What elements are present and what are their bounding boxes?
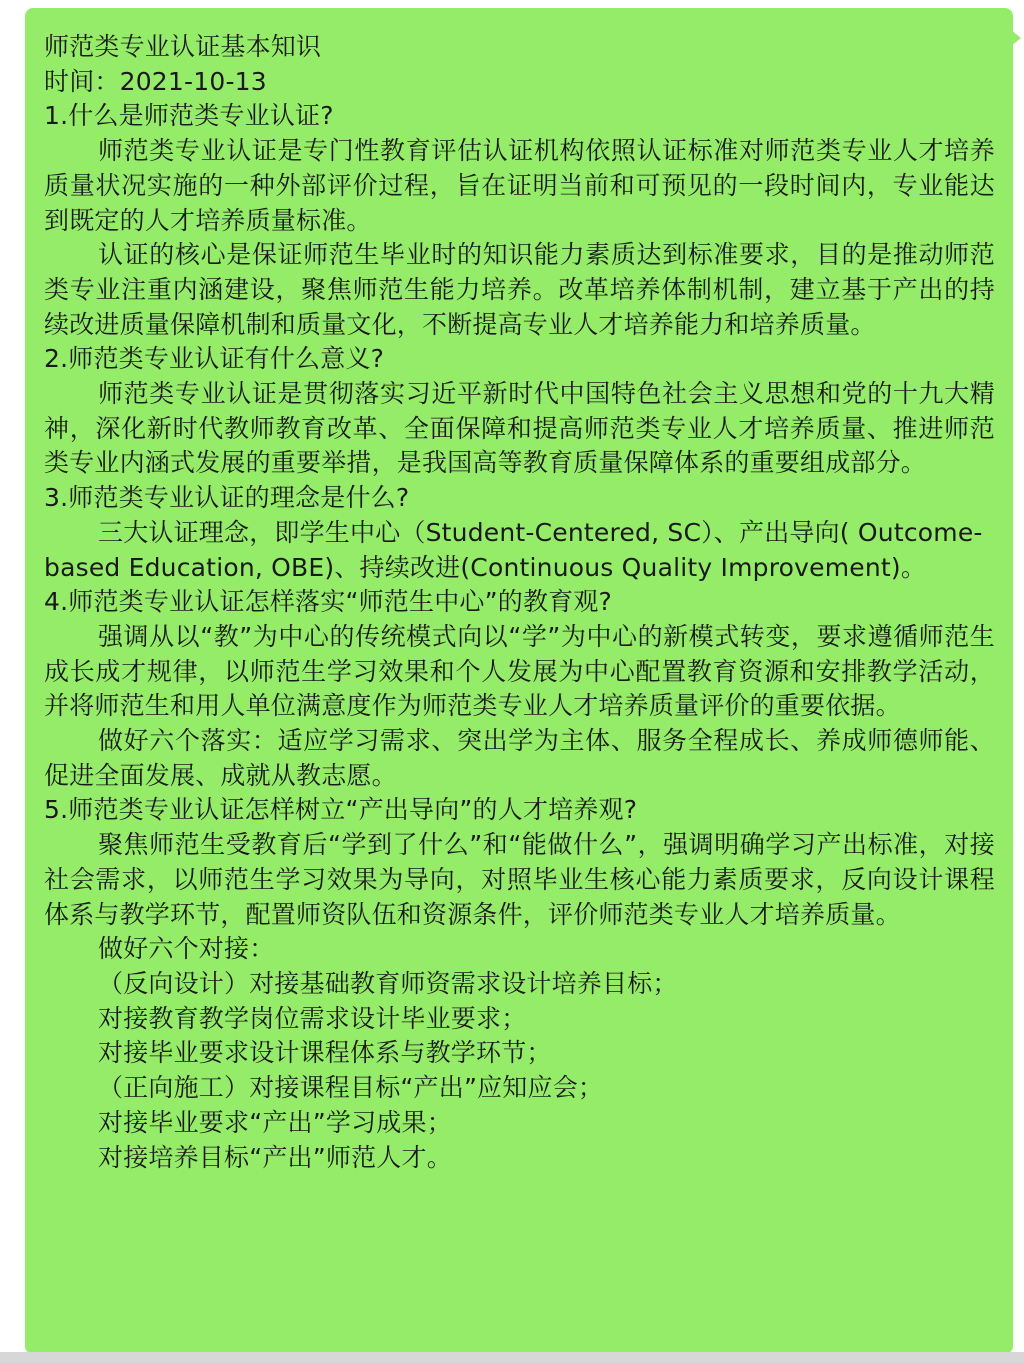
answer-paragraph-2: 师范类专业认证是贯彻落实习近平新时代中国特色社会主义思想和党的十九大精神，深化新时代教师教育改革、全面保障和提高师范类专业人才培养质量、推进师范类专业内涵式发展的重要举措，是我国高等教育质量保障体系的重要组成部分。 xyxy=(44,379,995,478)
list-item-2: 对接教育教学岗位需求设计毕业要求； xyxy=(98,1003,527,1033)
list-item-6: 对接培养目标“产出”师范人才。 xyxy=(98,1142,452,1172)
list-item-3: 对接毕业要求设计课程体系与教学环节； xyxy=(98,1038,552,1068)
answer-paragraph-4b: 做好六个落实：适应学习需求、突出学为主体、服务全程成长、养成师德师能、促进全面发展、成就从教志愿。 xyxy=(44,726,995,790)
bottom-divider xyxy=(0,1352,1024,1363)
question-heading-4: 4.师范类专业认证怎样落实“师范生中心”的教育观? xyxy=(44,587,613,617)
bubble-tail-icon xyxy=(1011,30,1021,46)
list-item-1: （反向设计）对接基础教育师资需求设计培养目标； xyxy=(98,968,678,998)
answer-paragraph-4a: 强调从以“教”为中心的传统模式向以“学”为中心的新模式转变，要求遵循师范生成长成才规律，以师范生学习效果和个人发展为中心配置教育资源和安排教学活动，并将师范生和用人单位满意度作为师范类专业人才培养质量评价的重要依据。 xyxy=(44,621,995,721)
answer-paragraph-1a: 师范类专业认证是专门性教育评估认证机构依照认证标准对师范类专业人才培养质量状况实施的一种外部评价过程，旨在证明当前和可预见的一段时间内，专业能达到既定的人才培养质量标准。 xyxy=(44,136,995,235)
answer-paragraph-5b: 做好六个对接： xyxy=(98,934,275,964)
question-heading-3: 3.师范类专业认证的理念是什么? xyxy=(44,483,410,513)
answer-paragraph-5a: 聚焦师范生受教育后“学到了什么”和“能做什么”，强调明确学习产出标准，对接社会需求，以师范生学习效果为导向，对照毕业生核心能力素质要求，反向设计课程体系与教学环节，配置师资队伍和资源条件，评价师范类专业人才培养质量。 xyxy=(44,830,995,929)
message-time: 时间：2021-10-13 xyxy=(44,66,267,96)
question-heading-2: 2.师范类专业认证有什么意义? xyxy=(44,344,385,374)
message-title: 师范类专业认证基本知识 xyxy=(44,32,322,61)
list-item-5: 对接毕业要求“产出”学习成果； xyxy=(98,1107,452,1137)
answer-paragraph-1b: 认证的核心是保证师范生毕业时的知识能力素质达到标准要求，目的是推动师范类专业注重内涵建设，聚焦师范生能力培养。改革培养体制机制，建立基于产出的持续改进质量保障机制和质量文化，不断提高专业人才培养能力和培养质量。 xyxy=(44,240,995,339)
question-heading-5: 5.师范类专业认证怎样树立“产出导向”的人才培养观? xyxy=(44,795,638,825)
answer-paragraph-3: 三大认证理念，即学生中心（Student-Centered, SC）、产出导向( Outcome-based Education, OBE)、持续改进(Continuous Quality Improvement)。 xyxy=(44,517,983,582)
question-heading-1: 1.什么是师范类专业认证? xyxy=(44,101,334,131)
message-bubble[interactable] xyxy=(25,8,1013,1354)
list-item-4: （正向施工）对接课程目标“产出”应知应会； xyxy=(98,1073,604,1103)
